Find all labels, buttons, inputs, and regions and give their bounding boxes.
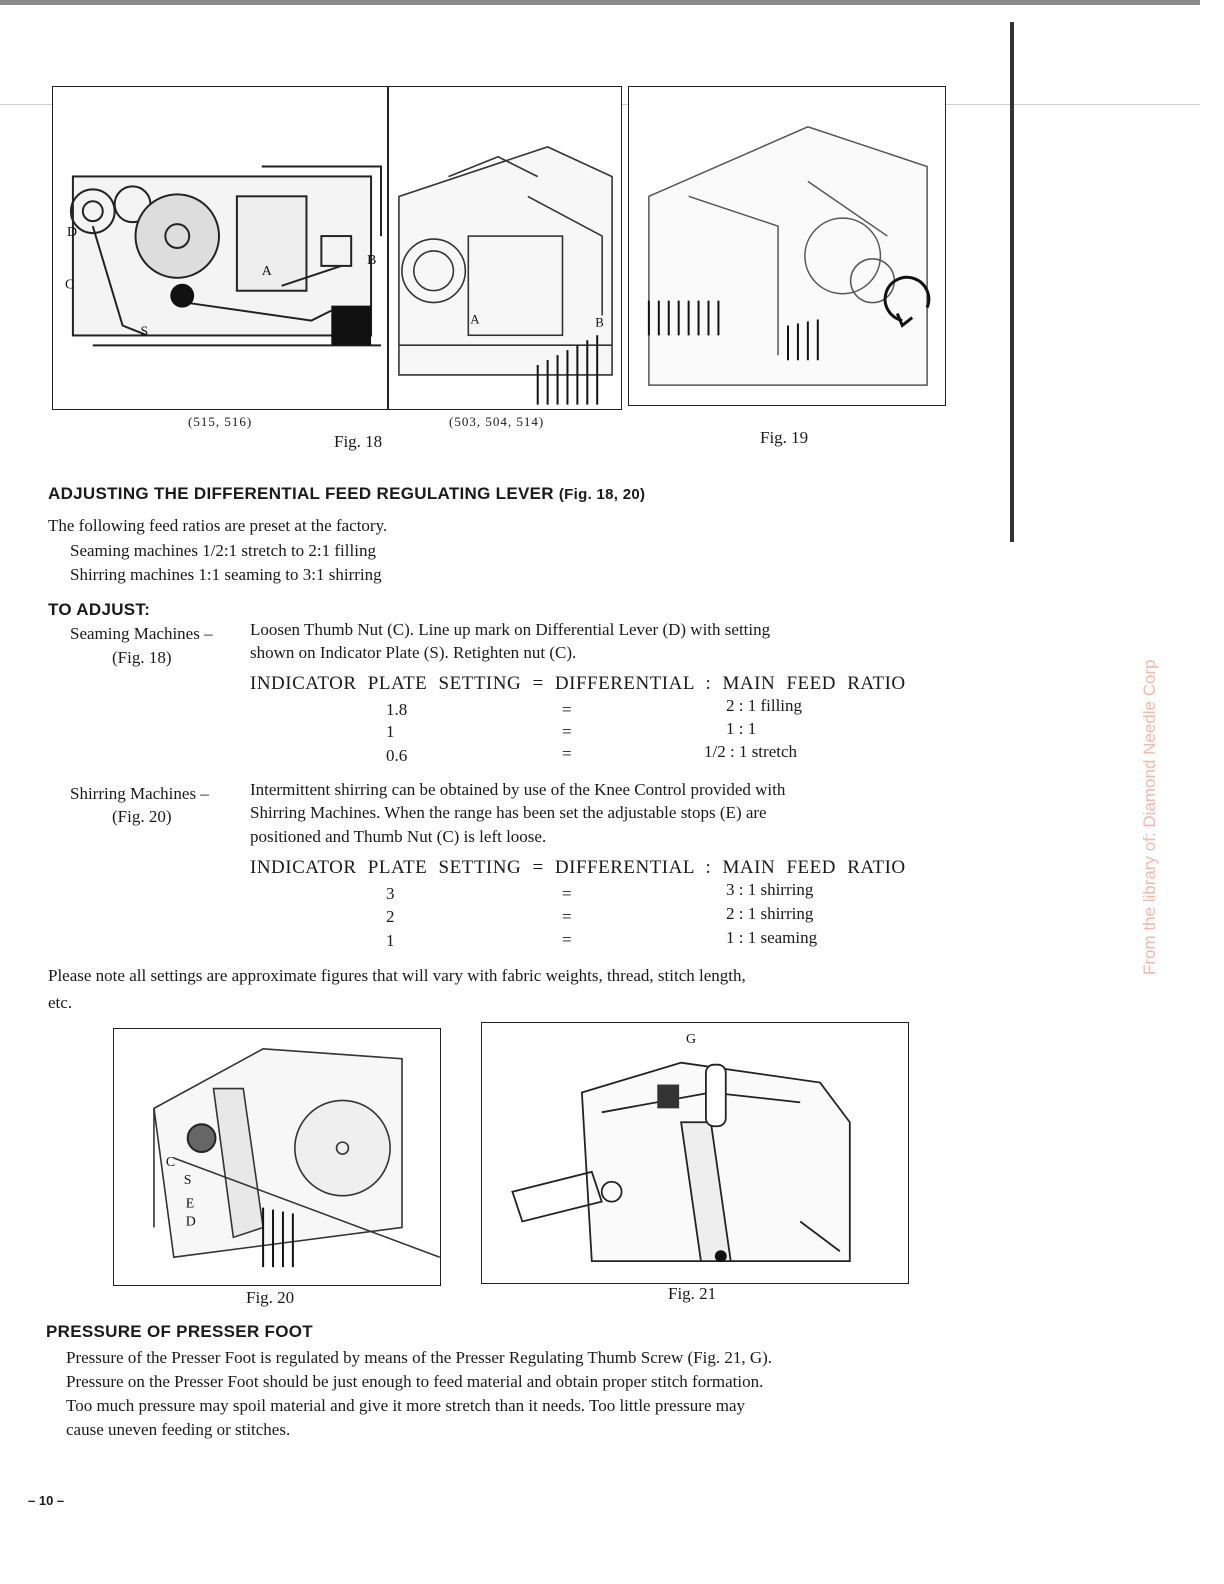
section-heading-presser-foot: PRESSURE OF PRESSER FOOT xyxy=(46,1322,313,1341)
fig18-callout-c: C xyxy=(64,277,75,293)
scan-top-edge xyxy=(0,0,1200,5)
fig21-callout-g: G xyxy=(686,1031,697,1047)
note-text: etc. xyxy=(48,993,73,1012)
fig18-callout-a: A xyxy=(261,263,272,279)
shirring-table-header: INDICATOR PLATE SETTING = DIFFERENTIAL : MAIN FEED RATIO xyxy=(250,857,906,878)
to-adjust-heading: TO ADJUST: xyxy=(48,600,151,619)
fig20-illustration xyxy=(113,1028,441,1286)
preset-line: Seaming machines 1/2:1 stretch to 2:1 filling xyxy=(70,541,376,560)
table-equals: = xyxy=(562,744,572,763)
fig20-callout-e: E xyxy=(185,1196,195,1212)
table-setting: 3 xyxy=(386,884,395,903)
fig18-mid-callout-a: A xyxy=(470,312,480,327)
scan-right-edge xyxy=(1010,22,1014,542)
fig18-mid-callout-b: B xyxy=(595,315,604,330)
table-setting: 1 xyxy=(386,722,395,741)
shirring-instruction: positioned and Thumb Nut (C) is left loose. xyxy=(250,827,547,846)
table-equals: = xyxy=(562,722,572,741)
table-setting: 0.6 xyxy=(386,746,408,765)
fig18-callout-s: S xyxy=(140,324,149,340)
presser-paragraph xyxy=(66,1346,772,1442)
table-setting: 1 xyxy=(386,931,395,950)
fig18-label: Fig. 18 xyxy=(334,432,383,451)
fig20-label: Fig. 20 xyxy=(246,1288,295,1307)
table-ratio: 2 : 1 filling xyxy=(726,696,803,715)
seaming-table-header: INDICATOR PLATE SETTING = DIFFERENTIAL : MAIN FEED RATIO xyxy=(250,673,906,694)
fig20-callout-s: S xyxy=(183,1172,192,1188)
section-heading-differential-feed: ADJUSTING THE DIFFERENTIAL FEED REGULATING LEVER (Fig. 18, 20) xyxy=(48,484,646,503)
presser-line: Too much pressure may spoil material and give it more stretch than it needs. Too little pressure may xyxy=(66,1396,746,1415)
table-setting: 2 xyxy=(386,907,395,926)
table-equals: = xyxy=(562,930,572,949)
fig18-callout-b: B xyxy=(367,252,377,268)
table-ratio: 1 : 1 xyxy=(726,719,757,738)
note-text: Please note all settings are approximate figures that will vary with fabric weights, thread, stitch length, xyxy=(48,966,746,985)
fig21-label: Fig. 21 xyxy=(668,1284,717,1303)
table-ratio: 1/2 : 1 stretch xyxy=(704,742,798,761)
preset-line: Shirring machines 1:1 seaming to 3:1 shirring xyxy=(70,565,382,584)
fig18-callout-d: D xyxy=(66,225,77,241)
seaming-label: Seaming Machines – xyxy=(70,624,213,643)
presser-line: cause uneven feeding or stitches. xyxy=(66,1420,291,1439)
fig20-callout-d: D xyxy=(185,1214,196,1230)
page-number: – 10 – xyxy=(28,1493,65,1508)
fig20-callout-c: C xyxy=(165,1154,176,1170)
intro-text: The following feed ratios are preset at the factory. xyxy=(48,516,388,535)
table-ratio: 3 : 1 shirring xyxy=(726,880,814,899)
table-setting: 1.8 xyxy=(386,700,408,719)
shirring-instruction: Shirring Machines. When the range has been set the adjustable stops (E) are xyxy=(250,803,767,822)
seaming-instruction: Loosen Thumb Nut (C). Line up mark on Differential Lever (D) with setting xyxy=(250,620,771,639)
fig19-label: Fig. 19 xyxy=(760,428,809,447)
table-equals: = xyxy=(562,907,572,926)
fig21-illustration xyxy=(481,1022,909,1284)
presser-line: Pressure on the Presser Foot should be just enough to feed material and obtain proper stitch formation. xyxy=(66,1372,764,1391)
shirring-label: Shirring Machines – xyxy=(70,784,209,803)
fig18-middle-caption: (503, 504, 514) xyxy=(449,414,545,429)
seaming-fig-ref: (Fig. 18) xyxy=(112,648,172,667)
shirring-fig-ref: (Fig. 20) xyxy=(112,807,172,826)
table-equals: = xyxy=(562,700,572,719)
fig18-middle-illustration xyxy=(388,86,622,410)
table-ratio: 1 : 1 seaming xyxy=(726,928,818,947)
table-ratio: 2 : 1 shirring xyxy=(726,904,814,923)
shirring-instruction: Intermittent shirring can be obtained by use of the Knee Control provided with xyxy=(250,780,786,799)
fig18-left-illustration xyxy=(52,86,388,410)
fig18-left-caption: (515, 516) xyxy=(188,414,253,429)
presser-line: Pressure of the Presser Foot is regulated by means of the Presser Regulating Thumb Screw (Fig. 21, G). xyxy=(66,1348,773,1367)
library-watermark: From the library of: Diamond Needle Corp xyxy=(1140,659,1159,975)
table-equals: = xyxy=(562,884,572,903)
fig19-illustration xyxy=(628,86,946,406)
seaming-instruction: shown on Indicator Plate (S). Retighten nut (C). xyxy=(250,643,577,662)
